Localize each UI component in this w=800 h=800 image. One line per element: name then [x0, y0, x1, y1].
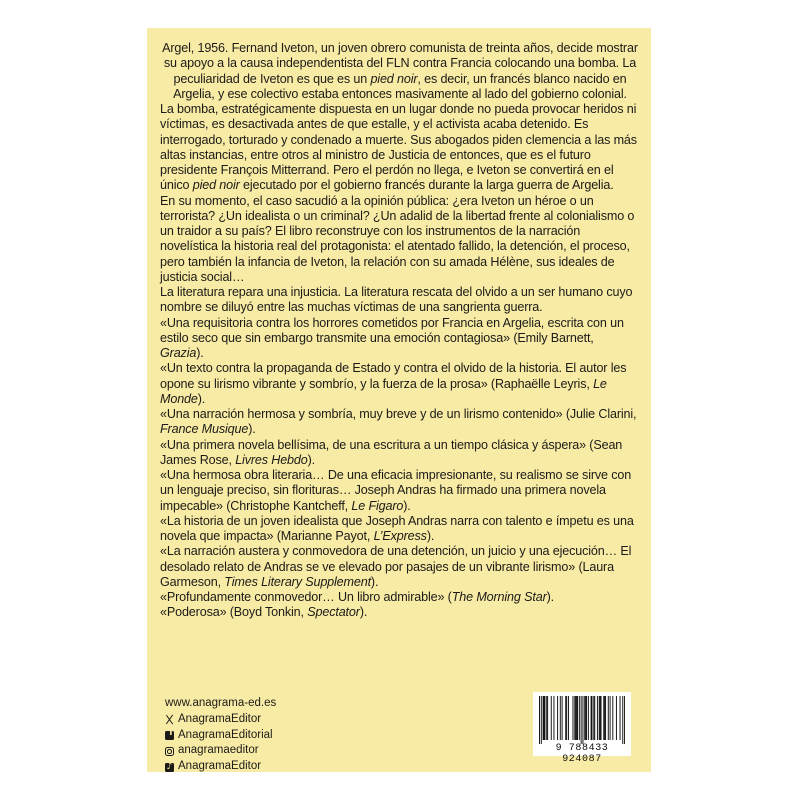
synopsis [160, 41, 640, 316]
x-icon [165, 715, 174, 724]
facebook-icon [165, 731, 174, 740]
barcode-bar [560, 696, 561, 740]
barcode-bar [562, 696, 563, 740]
website-link[interactable]: www.anagrama-ed.es [165, 697, 277, 709]
italic-title: Grazia [160, 346, 197, 360]
text-run: «Una primera novela bellísima, de una escritura a un tiempo clásica y áspera» (Sean James Rose, [160, 437, 623, 467]
barcode-bar [592, 696, 593, 740]
back-cover-text [160, 41, 640, 621]
barcode-bar [539, 696, 540, 744]
text-run: ). [196, 346, 204, 360]
barcode-bar [624, 696, 625, 744]
review-quote [160, 605, 640, 620]
barcode-bar [612, 696, 613, 740]
barcode-bar [593, 696, 594, 740]
barcode-bar [546, 696, 547, 740]
barcode-bar [616, 696, 617, 740]
italic-title: pied noir [370, 71, 418, 86]
italic-title: France Musique [160, 422, 249, 437]
social-handle-instagram: anagramaeditor [178, 744, 259, 757]
text-run: La bomba, estratégicamente dispuesta en un lugar donde no pueda provocar heridos ni víctimas, es desactivada antes de que estalle, y el activista acaba detenido. Es interrogado, torturado y condenado a muerte. Sus abogados piden clemencia a las más altas instancias, entre otros al ministro de Justicia de entonces, que es el futuro presidente François Mitterrand. Pero el perdón no llega, e Iveton se convertirá en el único [160, 102, 637, 193]
barcode-bar [608, 696, 609, 740]
barcode-bar [553, 696, 554, 740]
text-run: ). [370, 574, 379, 589]
review-quote [160, 361, 640, 407]
barcode-bar [620, 696, 621, 740]
italic-title: L’Express [373, 529, 427, 543]
review-quote [160, 407, 640, 438]
barcode-bar [543, 696, 544, 740]
italic-title: Times Literary Supplement [224, 574, 371, 589]
text-run: «Poderosa» (Boyd Tonkin, [160, 605, 308, 620]
text-run: ). [403, 498, 411, 513]
barcode-bar [582, 696, 583, 744]
text-run: «Una narración hermosa y sombría, muy breve y de un lirismo contenido» (Julie Clarini, [160, 407, 637, 421]
barcode-bar [588, 696, 589, 740]
barcode-bar [585, 696, 586, 740]
barcode-bar [547, 696, 548, 740]
review-quote [160, 590, 640, 605]
text-run: «La historia de un joven idealista que Joseph Andras narra con talento e ímpetu es una novela que impacta» (Marianne Payot, [160, 513, 634, 543]
barcode-bar [591, 696, 592, 740]
synopsis-paragraph [160, 194, 640, 286]
text-run: ). [426, 529, 435, 543]
social-handle-tiktok: AnagramaEditor [178, 760, 262, 773]
barcode-bar [600, 696, 601, 740]
social-handle-facebook: AnagramaEditorial [178, 728, 273, 741]
text-run: ). [546, 590, 555, 604]
italic-title: The Morning Star [451, 590, 547, 604]
review-quote [160, 468, 640, 514]
website-row[interactable] [165, 696, 276, 712]
text-run: Argel, 1956. Fernand Iveton, un joven obrero comunista de treinta años, decide mostrar su apoyo a la causa independentista del FLN contra Francia colocando una bomba. La peculiaridad de Iveton es que es un [162, 41, 638, 86]
italic-title: pied noir [192, 178, 240, 193]
barcode-bar [599, 696, 600, 740]
text-run: ). [359, 605, 368, 620]
barcode-graphic [539, 696, 625, 744]
italic-title: Le Figaro [351, 498, 404, 513]
review-quote [160, 514, 640, 545]
text-run: La literatura repara una injusticia. La literatura rescata del olvido a un ser humano cuyo nombre se diluyó entre las muchas víctimas de una sangrienta guerra. [160, 285, 633, 315]
barcode-bar [579, 696, 580, 740]
barcode-bar [594, 696, 595, 740]
italic-title: Spectator [307, 605, 360, 620]
text-run: «Un texto contra la propaganda de Estado y contra el olvido de la historia. El autor les opone su lirismo vibrante y sombrío, y la fuerza de la prosa» (Raphaëlle Leyris, [160, 361, 627, 391]
review-quote [160, 438, 640, 469]
instagram-icon [165, 747, 174, 756]
barcode-bar [576, 696, 577, 740]
italic-title: Livres Hebdo [235, 452, 308, 467]
tiktok-icon [165, 763, 174, 772]
barcode-bar [575, 696, 576, 740]
social-instagram-row[interactable] [165, 743, 276, 759]
publisher-contact [165, 696, 276, 775]
barcode-bar [604, 696, 605, 740]
text-run: ). [248, 422, 256, 437]
barcode-bar [557, 696, 558, 740]
barcode-bar [577, 696, 578, 740]
social-tiktok-row[interactable] [165, 759, 276, 775]
barcode-bar [544, 696, 545, 740]
social-handle-x: AnagramaEditor [178, 712, 262, 725]
barcode-bar [544, 696, 545, 740]
barcode-bar [568, 696, 569, 740]
isbn-number: 9 788433 924087 [555, 743, 609, 765]
barcode-bar [622, 696, 623, 744]
synopsis-paragraph [160, 285, 640, 316]
review-quote [160, 316, 640, 362]
barcode-bar [605, 696, 606, 740]
barcode-bar [581, 696, 582, 744]
text-run: «La narración austera y conmovedora de una detención, un juicio y una ejecución… El desolado relato de Andras se ve elevado por pasajes de un vibrante lirismo» (Laura Garmeson, [160, 544, 632, 589]
text-run: «Una requisitoria contra los horrores cometidos por Francia en Argelia, escrita con un estilo seco que sin embargo transmite una emoción contagiosa» (Emily Barnett, [160, 315, 624, 345]
barcode-bar [584, 696, 585, 740]
synopsis-paragraph [160, 41, 640, 102]
text-run: ). [197, 391, 206, 406]
text-run: En su momento, el caso sacudió a la opinión pública: ¿era Iveton un héroe o un terrorista? ¿Un idealista o un criminal? ¿Un adalid de la libertad frente al colonialismo o un traidor a su país? El libro reconstruye con los instrumentos de la narración novelística la historia real del protagonista: el atentado fallido, la detención, el proceso, pero también la infancia de Iveton, la relación con su amada Hélène, sus ideales de justicia social… [160, 193, 635, 284]
review-quote [160, 544, 640, 590]
social-x-row[interactable] [165, 712, 276, 728]
barcode-bar [601, 696, 602, 740]
text-run: «Una hermosa obra literaria… De una eficacia impresionante, su realismo se sirve con un lenguaje preciso, sin florituras… Joseph Andras ha firmado una primera novela impecable» (Christophe Kantcheff, [160, 468, 632, 513]
barcode-bar [551, 696, 552, 740]
italic-title: Le Monde [160, 376, 607, 406]
press-reviews [160, 316, 640, 621]
text-run: , es decir, un francés blanco nacido en Argelia, y ese colectivo estaba entonces masivamente al lado del gobierno colonial. [173, 71, 627, 101]
text-run: «Profundamente conmovedor… Un libro admirable» ( [160, 590, 452, 604]
text-run: ). [307, 452, 316, 467]
text-run: ejecutado por el gobierno francés durante la larga guerra de Argelia. [239, 178, 614, 193]
barcode-bar [586, 696, 587, 740]
barcode-bar [541, 696, 542, 744]
social-facebook-row[interactable] [165, 728, 276, 744]
barcode-bar [572, 696, 573, 740]
barcode-bar [565, 696, 566, 740]
barcode-bar [603, 696, 604, 740]
synopsis-paragraph [160, 102, 640, 194]
isbn-barcode [533, 692, 631, 765]
barcode-bar [597, 696, 598, 740]
barcode-bar [574, 696, 575, 740]
barcode-bar [566, 696, 567, 740]
barcode-bar [610, 696, 611, 740]
